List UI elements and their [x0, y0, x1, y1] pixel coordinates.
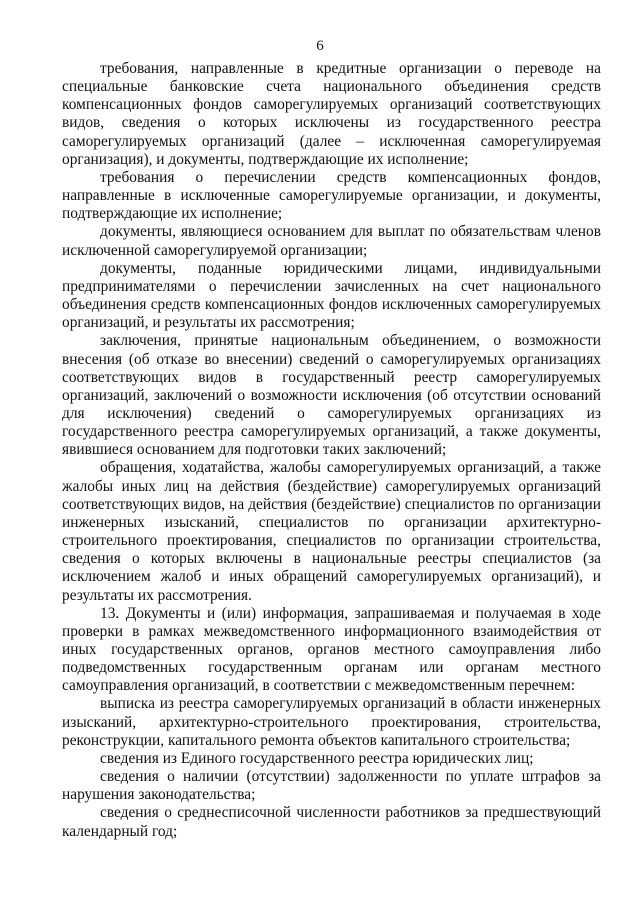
document-body	[62, 60, 601, 841]
paragraph: обращения, ходатайства, жалобы саморегулируемых организаций, а также жалобы иных лиц на действия (бездействие) саморегулируемых организаций соответствующих видов, на действия (бездействие) специалистов по организации инженерных изысканий, специалистов по организации архитектурно-строительного проектирования, специалистов по организации строительства, сведения о которых включены в национальные реестры специалистов (за исключением жалоб и иных обращений саморегулируемых организаций), и результаты их рассмотрения.	[62, 459, 601, 604]
paragraph: требования о перечислении средств компенсационных фондов, направленные в исключенные саморегулируемые организации, и документы, подтверждающие их исполнение;	[62, 168, 601, 223]
paragraph: документы, являющиеся основанием для выплат по обязательствам членов исключенной саморегулируемой организации;	[62, 223, 601, 259]
paragraph: заключения, принятые национальным объединением, о возможности внесения (об отказе во внесении) сведений о саморегулируемых организациях соответствующих видов в государственный реестр саморегулируемых организаций, заключений о возможности исключения (об отсутствии оснований для исключения) сведений о саморегулируемых организациях из государственного реестра саморегулируемых организаций, а также документы, явившиеся основанием для подготовки таких заключений;	[62, 332, 601, 459]
paragraph: выписка из реестра саморегулируемых организаций в области инженерных изысканий, архитектурно-строительного проектирования, строительства, реконструкции, капитального ремонта объектов капитального строительства;	[62, 695, 601, 749]
paragraph: документы, поданные юридическими лицами, индивидуальными предпринимателями о перечислении зачисленных на счет национального объединения средств компенсационных фондов исключенных саморегулируемых организаций, и результаты их рассмотрения;	[62, 259, 601, 332]
section-13-paragraph: 13. Документы и (или) информация, запрашиваемая и получаемая в ходе проверки в рамках межведомственного информационного взаимодействия от иных государственных органов, органов местного самоуправления либо подведомственных государственным органам или органам местного самоуправления организаций, в соответствии с межведомственным перечнем:	[62, 604, 601, 695]
paragraph: сведения о наличии (отсутствии) задолженности по уплате штрафов за нарушения законодательства;	[62, 768, 601, 804]
paragraph: сведения из Единого государственного реестра юридических лиц;	[100, 749, 534, 767]
paragraph: требования, направленные в кредитные организации о переводе на специальные банковские счета национального объединения средств компенсационных фондов саморегулируемых организаций соответствующих видов, сведения о которых исключены из государственного реестра саморегулируемых организаций (далее – исключенная саморегулируемая организация), и документы, подтверждающие их исполнение;	[62, 60, 601, 168]
paragraph: сведения о среднесписочной численности работников за предшествующий календарный год;	[62, 804, 601, 840]
page-number: 6	[316, 38, 324, 54]
